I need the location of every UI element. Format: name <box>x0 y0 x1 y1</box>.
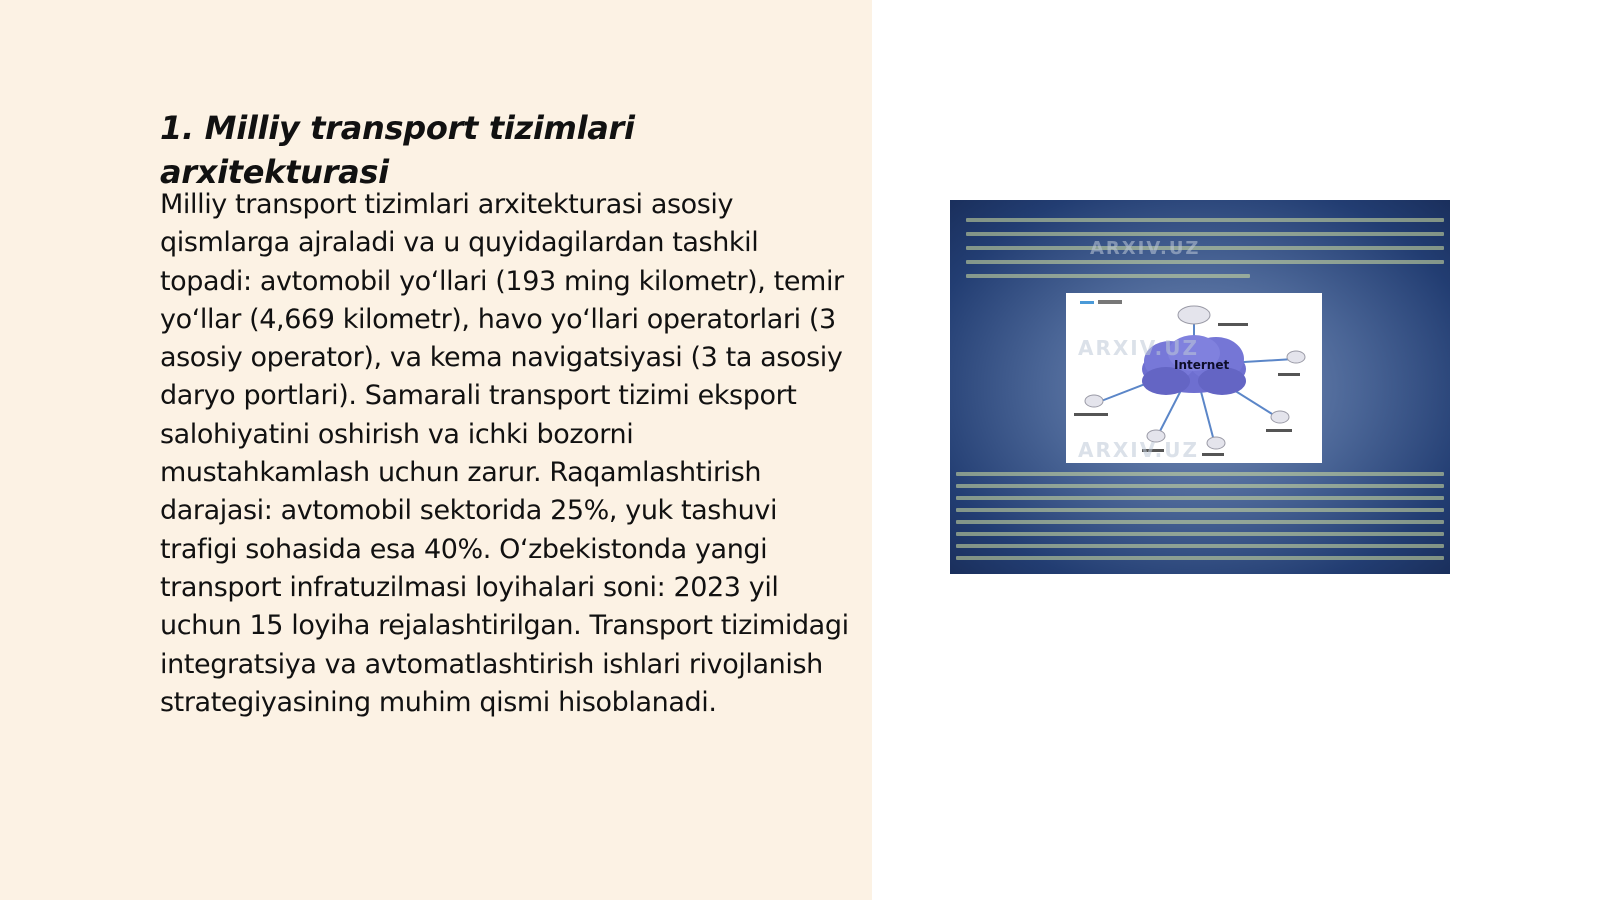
image-text-line <box>956 520 1444 524</box>
hub-node-icon <box>1287 351 1305 363</box>
image-text-line <box>966 246 1444 250</box>
watermark: ARXIV.UZ <box>1078 336 1199 360</box>
hub-node-icon <box>1207 437 1225 449</box>
image-text-line <box>956 496 1444 500</box>
image-text-line <box>956 532 1444 536</box>
slide-body-text: Milliy transport tizimlari arxitekturasi asosiy qismlarga ajraladi va u quyidagilardan tashkil topadi: avtomobil yo‘llari (193 ming kilometr), temir yo‘llar (4,669 kilometr), havo yo‘llari operatorlari (3 asosiy operator), va kema navigatsiyasi (3 ta asosiy daryo portlari). Samarali transport tizimi eksport salohiyatini oshirish va ichki bozorni mustahkamlash uchun zarur. Raqamlashtirish darajasi: avtomobil sektorida 25%, yuk tashuvi trafigi sohasida esa 40%. O‘zbekistonda yangi transport infratuzilmasi loyihalari soni: 2023 yil uchun 15 loyiha rejalashtirilgan. Transport tizimidagi integratsiya va avtomatlashtirish ishlari rivojlanish strategiyasining muhim qismi hisoblanadi. <box>160 189 849 718</box>
legend-label <box>1098 300 1122 304</box>
image-text-line <box>966 260 1444 264</box>
watermark: ARXIV.UZ <box>1090 238 1201 259</box>
slide-title: 1. Milliy transport tizimlari arxitekturasi <box>160 109 635 191</box>
watermark: ARXIV.UZ <box>1078 438 1199 462</box>
image-text-line <box>956 472 1444 476</box>
image-text-line <box>956 484 1444 488</box>
cloud-label: Internet <box>1174 358 1230 372</box>
image-text-line <box>956 544 1444 548</box>
image-text-line <box>956 508 1444 512</box>
image-text-line <box>966 232 1444 236</box>
server-node-icon <box>1178 306 1210 324</box>
image-text-line <box>966 274 1250 278</box>
image-text-line <box>966 218 1444 222</box>
hub-node-icon <box>1085 395 1103 407</box>
legend-mark <box>1080 301 1094 304</box>
image-text-line <box>956 556 1444 560</box>
hub-node-icon <box>1271 411 1289 423</box>
network-diagram-image <box>950 200 1450 574</box>
